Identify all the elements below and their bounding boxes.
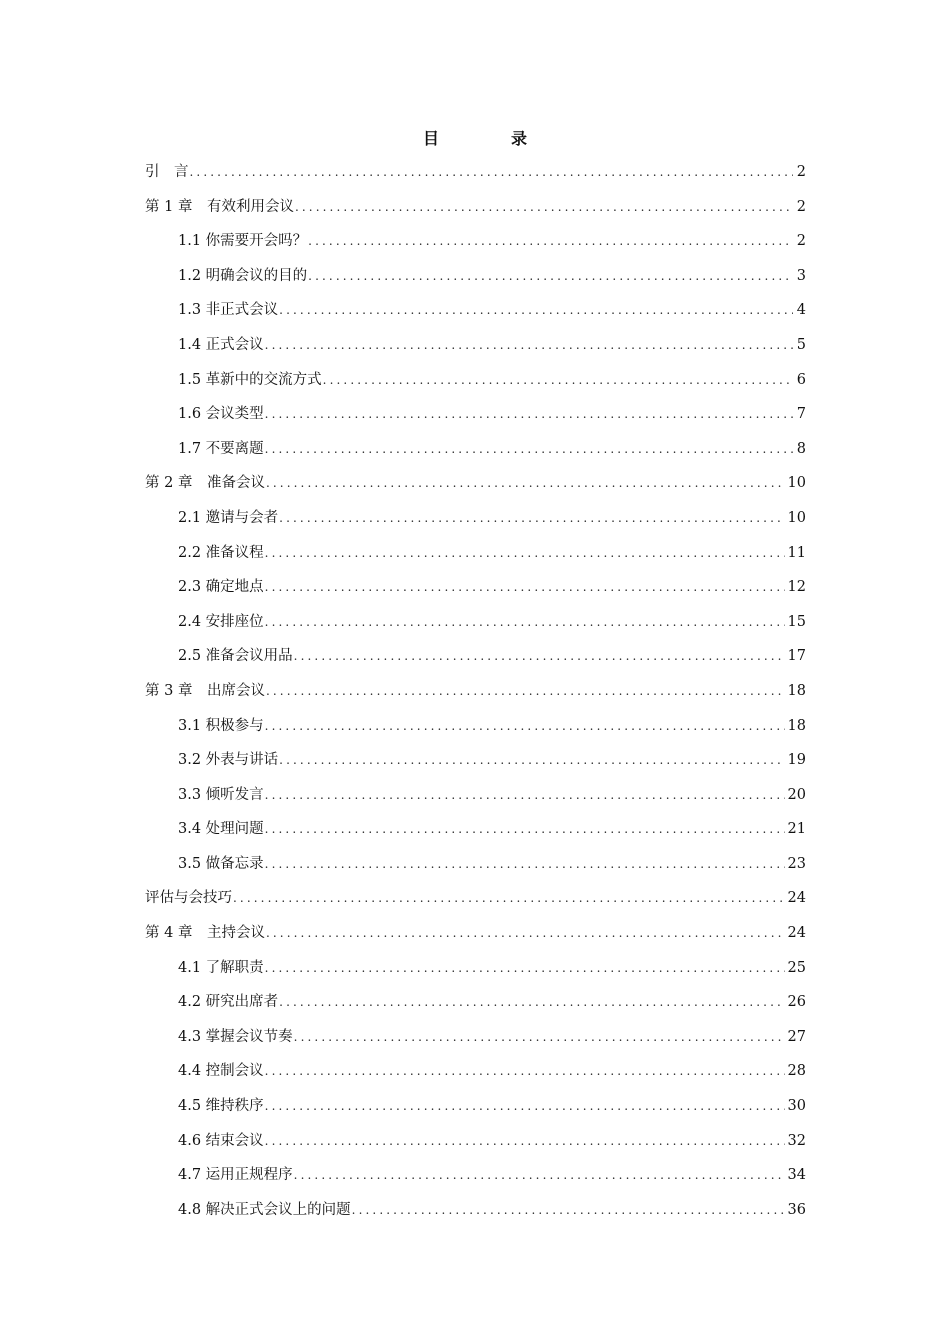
toc-section-entry[interactable]	[145, 400, 806, 435]
dot-leader	[265, 712, 785, 740]
toc-section-entry[interactable]	[145, 988, 806, 1023]
toc-section-entry[interactable]	[145, 1023, 806, 1058]
dot-leader	[294, 1023, 785, 1051]
toc-section-entry[interactable]	[145, 227, 806, 262]
dot-leader	[265, 850, 785, 878]
dot-leader	[265, 954, 785, 982]
toc-page-number: 17	[787, 648, 806, 665]
toc-entry-label: 3.1 积极参与	[178, 717, 264, 734]
dot-leader	[323, 366, 793, 394]
toc-section-entry[interactable]	[145, 850, 806, 885]
dot-leader	[233, 884, 785, 912]
toc-page-number: 25	[787, 959, 806, 976]
toc-entry-label: 第 2 章 准备会议	[145, 475, 265, 492]
toc-entry-label: 4.4 控制会议	[178, 1063, 264, 1080]
toc-section-entry[interactable]	[145, 296, 806, 331]
toc-entry-label: 1.4 正式会议	[178, 336, 264, 353]
toc-chapter-entry[interactable]	[145, 884, 806, 919]
toc-section-entry[interactable]	[145, 435, 806, 470]
toc-entry-label: 1.5 革新中的交流方式	[178, 371, 322, 388]
dot-leader	[294, 1161, 785, 1189]
dot-leader	[308, 227, 793, 255]
toc-page-number: 10	[787, 509, 806, 526]
toc-entry-label: 4.8 解决正式会议上的问题	[178, 1201, 351, 1218]
toc-section-entry[interactable]	[145, 1196, 806, 1231]
dot-leader	[279, 988, 784, 1016]
toc-section-entry[interactable]	[145, 504, 806, 539]
dot-leader	[265, 573, 785, 601]
toc-section-entry[interactable]	[145, 954, 806, 989]
toc-page-number: 26	[787, 994, 806, 1011]
toc-page-number: 24	[787, 925, 806, 942]
toc-page-number: 12	[787, 579, 806, 596]
dot-leader	[266, 919, 785, 947]
toc-page-number: 18	[787, 717, 806, 734]
toc-section-entry[interactable]	[145, 608, 806, 643]
toc-entry-label: 2.5 准备会议用品	[178, 648, 293, 665]
toc-section-entry[interactable]	[145, 539, 806, 574]
toc-entry-label: 3.4 处理问题	[178, 821, 264, 838]
dot-leader	[294, 642, 785, 670]
toc-section-entry[interactable]	[145, 1092, 806, 1127]
dot-leader	[265, 815, 785, 843]
dot-leader	[265, 400, 793, 428]
dot-leader	[265, 1127, 785, 1155]
toc-section-entry[interactable]	[145, 815, 806, 850]
toc-page-number: 2	[796, 198, 806, 215]
toc-entry-label: 2.4 安排座位	[178, 613, 264, 630]
table-of-contents	[145, 158, 806, 1230]
toc-page-number: 7	[796, 406, 806, 423]
dot-leader	[265, 331, 793, 359]
dot-leader	[265, 608, 785, 636]
toc-entry-label: 3.2 外表与讲话	[178, 752, 279, 769]
toc-page-number: 24	[787, 890, 806, 907]
dot-leader	[266, 677, 785, 705]
dot-leader	[266, 469, 785, 497]
toc-page-number: 5	[796, 336, 806, 353]
toc-entry-label: 1.3 非正式会议	[178, 302, 279, 319]
toc-page-number: 15	[787, 613, 806, 630]
toc-page-number: 21	[787, 821, 806, 838]
toc-entry-label: 第 1 章 有效利用会议	[145, 198, 294, 215]
dot-leader	[352, 1196, 785, 1224]
toc-section-entry[interactable]	[145, 642, 806, 677]
dot-leader	[190, 158, 794, 186]
toc-page-number: 36	[787, 1201, 806, 1218]
toc-page-number: 11	[787, 544, 806, 561]
toc-entry-label: 4.5 维持秩序	[178, 1098, 264, 1115]
toc-entry-label: 2.3 确定地点	[178, 579, 264, 596]
toc-chapter-entry[interactable]	[145, 677, 806, 712]
toc-section-entry[interactable]	[145, 1161, 806, 1196]
toc-page-number: 23	[787, 855, 806, 872]
toc-page-number: 2	[796, 233, 806, 250]
toc-page-number: 4	[796, 302, 806, 319]
toc-page-number: 32	[787, 1132, 806, 1149]
dot-leader	[279, 504, 784, 532]
toc-section-entry[interactable]	[145, 331, 806, 366]
toc-entry-label: 引 言	[145, 164, 189, 180]
toc-entry-label: 3.5 做备忘录	[178, 855, 264, 872]
toc-page-number: 27	[787, 1028, 806, 1045]
toc-entry-label: 评估与会技巧	[145, 890, 232, 907]
toc-section-entry[interactable]	[145, 746, 806, 781]
toc-entry-label: 1.7 不要离题	[178, 440, 264, 457]
toc-entry-label: 1.1 你需要开会吗？	[178, 233, 308, 250]
toc-entry-label: 4.3 掌握会议节奏	[178, 1028, 293, 1045]
toc-entry-label: 1.6 会议类型	[178, 406, 264, 423]
toc-entry-label: 4.7 运用正规程序	[178, 1167, 293, 1184]
toc-section-entry[interactable]	[145, 1127, 806, 1162]
dot-leader	[279, 296, 793, 324]
toc-page-number: 30	[787, 1098, 806, 1115]
page-title: 目 录	[422, 129, 555, 148]
toc-chapter-entry[interactable]	[145, 919, 806, 954]
toc-entry-label: 第 3 章 出席会议	[145, 682, 265, 699]
toc-page-number: 6	[796, 371, 806, 388]
toc-chapter-entry[interactable]	[145, 469, 806, 504]
dot-leader	[295, 193, 793, 221]
toc-page-number: 10	[787, 475, 806, 492]
toc-entry-label: 第 4 章 主持会议	[145, 925, 265, 942]
toc-section-entry[interactable]	[145, 712, 806, 747]
toc-entry-label: 4.2 研究出席者	[178, 994, 279, 1011]
toc-section-entry[interactable]	[145, 366, 806, 401]
toc-entry-label: 4.6 结束会议	[178, 1132, 264, 1149]
toc-section-entry[interactable]	[145, 262, 806, 297]
toc-page-number: 28	[787, 1063, 806, 1080]
toc-entry-label: 3.3 倾听发言	[178, 786, 264, 803]
dot-leader	[265, 781, 785, 809]
toc-entry-label: 4.1 了解职责	[178, 959, 264, 976]
toc-section-entry[interactable]	[145, 781, 806, 816]
dot-leader	[265, 1092, 785, 1120]
toc-page-number: 34	[787, 1167, 806, 1184]
dot-leader	[265, 1057, 785, 1085]
dot-leader	[265, 539, 785, 567]
toc-section-entry[interactable]	[145, 1057, 806, 1092]
toc-page-number: 8	[796, 440, 806, 457]
toc-chapter-entry[interactable]	[145, 158, 806, 193]
dot-leader	[279, 746, 784, 774]
toc-entry-label: 2.2 准备议程	[178, 544, 264, 561]
dot-leader	[265, 435, 793, 463]
toc-page-number: 2	[796, 164, 806, 180]
toc-entry-label: 1.2 明确会议的目的	[178, 267, 308, 284]
toc-page-number: 20	[787, 786, 806, 803]
dot-leader	[308, 262, 793, 290]
toc-chapter-entry[interactable]	[145, 193, 806, 228]
toc-entry-label: 2.1 邀请与会者	[178, 509, 279, 526]
toc-section-entry[interactable]	[145, 573, 806, 608]
toc-page-number: 19	[787, 752, 806, 769]
toc-page-number: 3	[796, 267, 806, 284]
toc-page-number: 18	[787, 682, 806, 699]
